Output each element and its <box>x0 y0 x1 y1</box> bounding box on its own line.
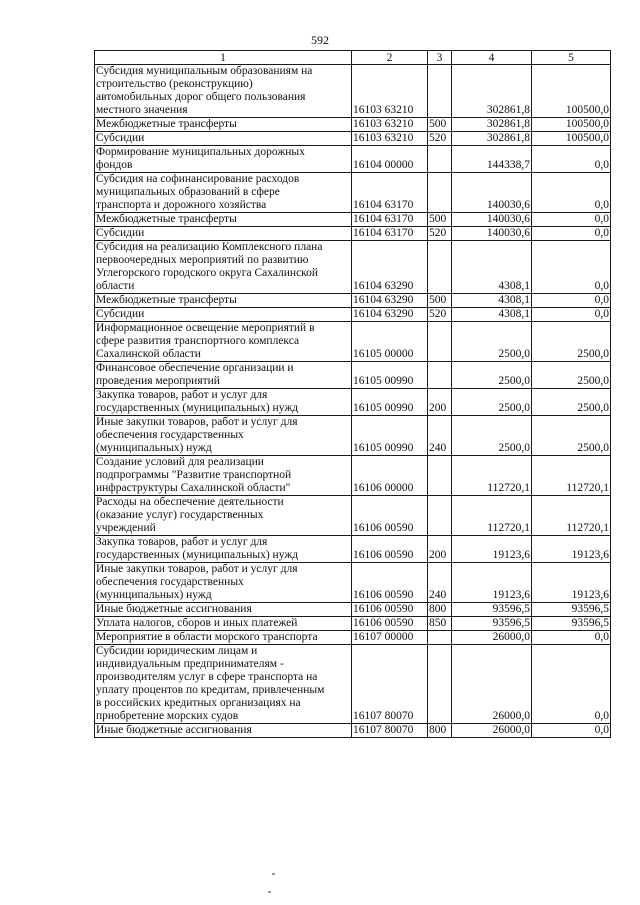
cell-amount-1: 302861,8 <box>452 132 532 146</box>
column-header-name: 1 <box>95 51 352 65</box>
cell-expense-type: 520 <box>428 308 452 322</box>
table-row <box>95 416 611 456</box>
cell-target-code: 16104 63290 <box>352 241 428 294</box>
cell-target-code: 16105 00990 <box>352 389 428 416</box>
cell-amount-2: 0,0 <box>532 241 611 294</box>
cell-amount-2: 0,0 <box>532 724 611 738</box>
cell-name: Уплата налогов, сборов и иных платежей <box>95 617 352 631</box>
cell-amount-1: 140030,6 <box>452 213 532 227</box>
cell-amount-1: 302861,8 <box>452 65 532 118</box>
column-header-expense-type: 3 <box>428 51 452 65</box>
cell-target-code: 16106 00590 <box>352 603 428 617</box>
cell-expense-type: 500 <box>428 213 452 227</box>
cell-name: Формирование муниципальных дорожных фондов <box>95 146 352 173</box>
cell-amount-2: 0,0 <box>532 631 611 645</box>
cell-amount-1: 302861,8 <box>452 118 532 132</box>
cell-expense-type: 520 <box>428 227 452 241</box>
cell-amount-2: 0,0 <box>532 294 611 308</box>
cell-amount-2: 93596,5 <box>532 603 611 617</box>
cell-amount-2: 112720,1 <box>532 456 611 496</box>
cell-target-code: 16107 80070 <box>352 724 428 738</box>
table-row <box>95 213 611 227</box>
cell-expense-type: 200 <box>428 389 452 416</box>
cell-expense-type: 800 <box>428 603 452 617</box>
table-row <box>95 563 611 603</box>
cell-name: Закупка товаров, работ и услуг для государственных (муниципальных) нужд <box>95 389 352 416</box>
cell-amount-2: 93596,5 <box>532 617 611 631</box>
cell-amount-1: 140030,6 <box>452 227 532 241</box>
cell-amount-1: 4308,1 <box>452 308 532 322</box>
cell-amount-1: 19123,6 <box>452 563 532 603</box>
cell-target-code: 16104 00000 <box>352 146 428 173</box>
table-row <box>95 456 611 496</box>
table-row <box>95 173 611 213</box>
cell-expense-type: 850 <box>428 617 452 631</box>
table-row <box>95 132 611 146</box>
cell-name: Расходы на обеспечение деятельности (оказание услуг) государственных учреждений <box>95 496 352 536</box>
cell-target-code: 16104 63170 <box>352 227 428 241</box>
table-row <box>95 496 611 536</box>
table-row <box>95 322 611 362</box>
cell-target-code: 16103 63210 <box>352 132 428 146</box>
column-header-amount-1: 4 <box>452 51 532 65</box>
cell-name: Субсидии юридическим лицам и индивидуальным предпринимателям - производителям услуг в сфере транспорта на уплату процентов по кредитам, привлеченным в российских кредитных организациях на приобретение морских судов <box>95 645 352 724</box>
table-row <box>95 362 611 389</box>
table-row <box>95 294 611 308</box>
table-row <box>95 603 611 617</box>
page-number: 592 <box>311 33 329 47</box>
cell-amount-2: 100500,0 <box>532 65 611 118</box>
cell-amount-2: 0,0 <box>532 173 611 213</box>
cell-name: Субсидия муниципальным образованиям на строительство (реконструкцию) автомобильных дорог общего пользования местного значения <box>95 65 352 118</box>
table-row <box>95 631 611 645</box>
cell-target-code: 16104 63290 <box>352 294 428 308</box>
cell-amount-2: 2500,0 <box>532 416 611 456</box>
cell-expense-type: 200 <box>428 536 452 563</box>
cell-amount-1: 112720,1 <box>452 496 532 536</box>
table-row <box>95 645 611 724</box>
cell-name: Мероприятие в области морского транспорта <box>95 631 352 645</box>
scan-dust-mark <box>268 891 271 893</box>
cell-target-code: 16106 00590 <box>352 563 428 603</box>
cell-name: Межбюджетные трансферты <box>95 118 352 132</box>
cell-expense-type <box>428 241 452 294</box>
cell-target-code: 16106 00000 <box>352 456 428 496</box>
cell-amount-1: 2500,0 <box>452 389 532 416</box>
cell-name: Создание условий для реализации подпрограммы "Развитие транспортной инфраструктуры Сахалинской области" <box>95 456 352 496</box>
cell-expense-type: 800 <box>428 724 452 738</box>
cell-name: Межбюджетные трансферты <box>95 294 352 308</box>
cell-name: Субсидии <box>95 227 352 241</box>
cell-amount-1: 2500,0 <box>452 362 532 389</box>
cell-amount-1: 2500,0 <box>452 416 532 456</box>
cell-target-code: 16106 00590 <box>352 617 428 631</box>
cell-expense-type <box>428 645 452 724</box>
table-row <box>95 617 611 631</box>
table-row <box>95 118 611 132</box>
cell-amount-1: 93596,5 <box>452 603 532 617</box>
scan-dust-mark <box>272 873 275 875</box>
cell-amount-1: 2500,0 <box>452 322 532 362</box>
cell-name: Субсидии <box>95 308 352 322</box>
cell-name: Финансовое обеспечение организации и проведения мероприятий <box>95 362 352 389</box>
table-row <box>95 65 611 118</box>
cell-amount-2: 0,0 <box>532 308 611 322</box>
table-row <box>95 241 611 294</box>
cell-amount-1: 19123,6 <box>452 536 532 563</box>
cell-amount-1: 26000,0 <box>452 724 532 738</box>
cell-target-code: 16105 00990 <box>352 416 428 456</box>
cell-amount-1: 4308,1 <box>452 241 532 294</box>
cell-target-code: 16103 63210 <box>352 118 428 132</box>
column-header-code: 2 <box>352 51 428 65</box>
cell-amount-2: 0,0 <box>532 645 611 724</box>
cell-target-code: 16104 63170 <box>352 173 428 213</box>
cell-amount-2: 100500,0 <box>532 118 611 132</box>
cell-amount-2: 0,0 <box>532 146 611 173</box>
cell-amount-2: 100500,0 <box>532 132 611 146</box>
table-row <box>95 724 611 738</box>
cell-expense-type <box>428 456 452 496</box>
cell-expense-type <box>428 362 452 389</box>
cell-expense-type <box>428 146 452 173</box>
cell-amount-1: 112720,1 <box>452 456 532 496</box>
cell-amount-1: 4308,1 <box>452 294 532 308</box>
cell-name: Иные бюджетные ассигнования <box>95 603 352 617</box>
cell-name: Субсидия на софинансирование расходов муниципальных образований в сфере транспорта и дорожного хозяйства <box>95 173 352 213</box>
cell-amount-2: 19123,6 <box>532 536 611 563</box>
cell-name: Информационное освещение мероприятий в сфере развития транспортного комплекса Сахалинской области <box>95 322 352 362</box>
column-header-amount-2: 5 <box>532 51 611 65</box>
cell-expense-type: 500 <box>428 294 452 308</box>
cell-amount-1: 144338,7 <box>452 146 532 173</box>
cell-name: Межбюджетные трансферты <box>95 213 352 227</box>
table-row <box>95 146 611 173</box>
cell-amount-2: 2500,0 <box>532 362 611 389</box>
table-row <box>95 536 611 563</box>
cell-amount-1: 93596,5 <box>452 617 532 631</box>
cell-expense-type: 240 <box>428 416 452 456</box>
cell-expense-type <box>428 173 452 213</box>
cell-amount-2: 0,0 <box>532 227 611 241</box>
cell-target-code: 16106 00590 <box>352 496 428 536</box>
cell-expense-type <box>428 631 452 645</box>
cell-name: Субсидии <box>95 132 352 146</box>
cell-name: Субсидия на реализацию Комплексного плана первоочередных мероприятий по развитию Углегорского городского округа Сахалинской области <box>95 241 352 294</box>
cell-amount-2: 2500,0 <box>532 322 611 362</box>
cell-expense-type <box>428 496 452 536</box>
table-header-row <box>95 51 611 65</box>
cell-name: Иные закупки товаров, работ и услуг для обеспечения государственных (муниципальных) нужд <box>95 416 352 456</box>
cell-name: Иные закупки товаров, работ и услуг для обеспечения государственных (муниципальных) нужд <box>95 563 352 603</box>
budget-table <box>94 50 611 738</box>
cell-expense-type <box>428 65 452 118</box>
cell-target-code: 16107 00000 <box>352 631 428 645</box>
cell-amount-2: 2500,0 <box>532 389 611 416</box>
table-row <box>95 227 611 241</box>
cell-expense-type: 500 <box>428 118 452 132</box>
cell-expense-type: 240 <box>428 563 452 603</box>
table-row <box>95 389 611 416</box>
cell-target-code: 16105 00990 <box>352 362 428 389</box>
cell-target-code: 16104 63290 <box>352 308 428 322</box>
cell-expense-type: 520 <box>428 132 452 146</box>
cell-name: Закупка товаров, работ и услуг для государственных (муниципальных) нужд <box>95 536 352 563</box>
table-row <box>95 308 611 322</box>
cell-target-code: 16105 00000 <box>352 322 428 362</box>
cell-expense-type <box>428 322 452 362</box>
cell-amount-2: 112720,1 <box>532 496 611 536</box>
cell-amount-2: 19123,6 <box>532 563 611 603</box>
cell-target-code: 16107 80070 <box>352 645 428 724</box>
cell-amount-2: 0,0 <box>532 213 611 227</box>
cell-name: Иные бюджетные ассигнования <box>95 724 352 738</box>
cell-amount-1: 26000,0 <box>452 631 532 645</box>
cell-target-code: 16103 63210 <box>352 65 428 118</box>
cell-target-code: 16106 00590 <box>352 536 428 563</box>
cell-amount-1: 140030,6 <box>452 173 532 213</box>
cell-target-code: 16104 63170 <box>352 213 428 227</box>
cell-amount-1: 26000,0 <box>452 645 532 724</box>
